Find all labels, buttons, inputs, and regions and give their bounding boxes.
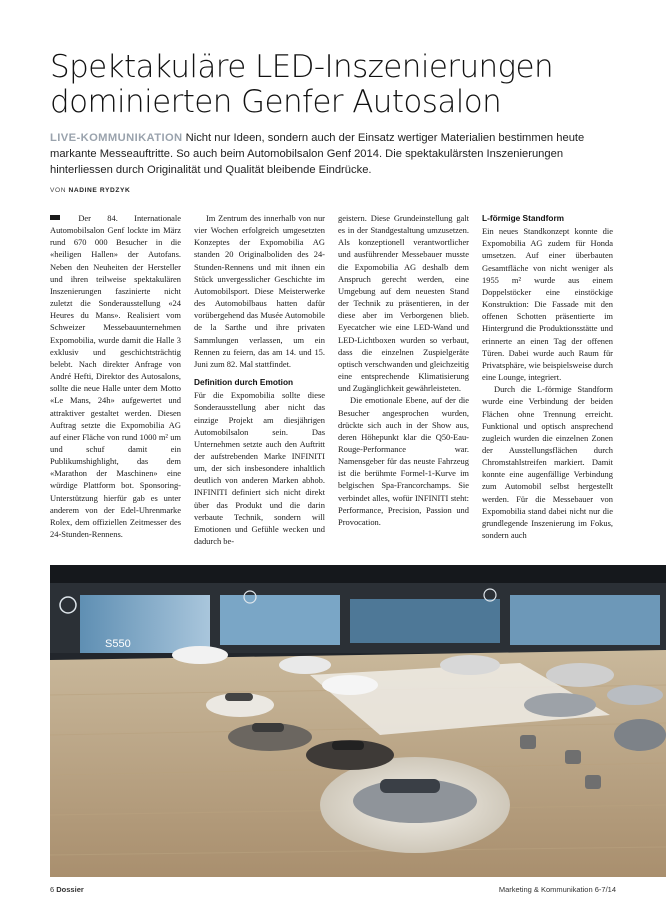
- paragraph: Ein neues Standkonzept konnte die Expomobilia AG zudem für Honda umsetzen. Auf einer überbauten Gesamtfläche von nicht weniger als 1955 m² wurde aus einem Doppelstöcker eine einstöckige Konstruktion: Die Fassade mit den offenen Schotten präsentierte im Hintergrund die Produktionsstätte und erinnerte an einen Tag der offenen Türen. Dabei wurde auch Raum für Privatsphäre, wie beispielsweise durch eine Lounge, integriert.: [482, 226, 613, 383]
- headline-line-1: Spektakuläre LED-Inszenierungen: [50, 49, 554, 85]
- car: [614, 719, 666, 751]
- car: [353, 779, 477, 823]
- publication-name: Marketing & Kommunikation 6-7/14: [498, 885, 616, 894]
- byline-author: NADINE RYDZYK: [68, 187, 131, 194]
- led-screen: [510, 595, 660, 645]
- car: [607, 685, 663, 705]
- article-column-3: [338, 212, 469, 528]
- led-screen: [80, 595, 210, 653]
- led-screen: [350, 599, 500, 643]
- paragraph: Im Zentrum des innerhalb von nur vier Wochen erfolgreich umgesetzten Konzeptes der Expomobilia AG standen 20 Originalboliden des 24-Stunden-Rennens und mit ihnen ein Stück unvergesslicher Geschichte im Automobilsport. Diese Meisterwerke des Automobilbaus hatten dafür vorübergehend das Musée Automobile de la Sarthe und ihre privaten Sammlungen verlassen, um ein Rennen zu feiern, das am 14. und 15. Juni zum 82. Mal stattfindet.: [194, 213, 325, 369]
- article-column-2: [194, 212, 325, 547]
- page-footer-left: [50, 885, 84, 894]
- car: [279, 656, 331, 674]
- car: [206, 693, 274, 717]
- subheading-l-foermige-standform: L-förmige Standform: [482, 213, 565, 223]
- car: [306, 740, 394, 770]
- car: [228, 723, 312, 751]
- lead-text: Nicht nur Ideen, sondern auch der Einsatz wertiger Materialien bestimmen heute markante Messeauftritte. So auch beim Automobilsalon Genf 2014. Die spektakulärsten Inszenierungen hinterliessen durch Originalität und Qualität bleibende Eindrücke.: [50, 132, 585, 176]
- headline: [50, 50, 650, 120]
- screen-label: S550: [105, 638, 131, 650]
- car: [524, 693, 596, 717]
- headline-line-2: dominierten Genfer Autosalon: [50, 84, 502, 120]
- lead-kicker: LIVE-KOMMUNIKATION: [50, 132, 183, 144]
- section-name: Dossier: [56, 885, 84, 894]
- paragraph: [50, 212, 181, 540]
- car: [322, 675, 378, 695]
- paragraph: geistern. Diese Grundeinstellung galt es in der Standgestaltung umzusetzen. Als konzeptionell verantwortlicher und ausführender Messebauer musste die Expomobilia AG deshalb dem Anspruch gerecht werden, eine Umgebung auf dem neuesten Stand der Technik zu präsentieren, in der diese aber im Verborgenen blieb. Eyecatcher wie eine LED-Wand und LED-Lichtboxen wurden so verbaut, dass die einzelnen Zuspielgeräte optisch verschwanden und gleichzeitig eine entsprechende Klimatisierung und Zugänglichkeit gewährleisteten.: [338, 213, 469, 394]
- subheading-definition-durch-emotion: Definition durch Emotion: [194, 377, 294, 388]
- exhibition-photo: [50, 565, 666, 877]
- article-column-4: [482, 212, 613, 541]
- paragraph: Die emotionale Ebene, auf der die Besucher angesprochen wurden, drückte sich auch in der Show aus, deren Höhepunkt klar die Q50-Eau-Rouge-Performance war. Namensgeber für das neuste Fahrzeug ist die berühmte Formel-1-Kurve im belgischen Spa-Francorchamps. Sie verbindet alles, wofür INFINITI steht: Performance, Precision, Passion und Provocation.: [338, 395, 469, 527]
- car: [172, 646, 228, 664]
- byline: [50, 187, 130, 194]
- car: [440, 655, 500, 675]
- led-screen: [220, 595, 340, 645]
- paragraph-text: Der 84. Internationale Automobilsalon Genf lockte im März rund 670 000 Besucher in die «heiligen Hallen» der Autofans. Neben den Neuheiten der Hersteller und ihren teilweise spektakulären Inszenierungen faszinierte nicht zuletzt die Sonderausstellung «24 Heures du Mans». Realisiert vom Schweizer Messebauunternehmen Expomobilia, wurde damit die Halle 3 exklusiv und geschichtsträchtig belebt. Nach direkter Anfrage von André Hefti, Direktor des Autosalons, sollte die neue Halle unter dem Motto «Le Mans, 24h» aufgewertet und attraktiver gestaltet werden. Diesen Auftrag setzte die Expomobilia AG auf einer Fläche von rund 1000 m² um und schuf damit ein Publikumshighlight, das dem «Marathon der Maschinen» eine würdige Plattform bot. Sponsoring-Unterstützung hierfür gab es unter anderem von der Edel-Uhrenmarke Rolex, dem offiziellen Zeitmesser des 24-Stunden-Rennens.: [50, 213, 182, 540]
- byline-prefix: VON: [50, 187, 69, 194]
- article-column-1: [50, 212, 181, 540]
- lead-paragraph: [50, 130, 620, 178]
- section-start-marker: [50, 215, 60, 220]
- paragraph: Für die Expomobilia sollte diese Sonderausstellung aber nicht das einzige Projekt am diesjährigen Automobilsalon sein. Das Unternehmen setzte auch den Auftritt der aufstrebenden Marke INFINITI um, der sich insbesondere inhaltlich deutlich von anderen Marken abhob. INFINITI definiert sich nicht direkt über das Produkt und die darin verbaute Technik, sondern will Emotionen und Gefühle wecken und dadurch be-: [194, 390, 325, 547]
- auto-show-stand-illustration: [50, 565, 666, 877]
- page-number: 6: [50, 885, 55, 894]
- paragraph: Durch die L-förmige Standform wurde eine Verbindung der beiden Flächen ohne Trennung erreicht. Funktional und optisch ansprechend zugleich wurden die einzelnen Zonen der Ausstellungsflächen durch Chromstahlstreifen markiert. Damit konnte eine augenfällige Verbindung zum Automobil selbst hergestellt werden. Für die Messebauer von Expomobilia stand dabei nicht nur die grundlegende Inszenierung im Fokus, sondern auch: [482, 384, 613, 541]
- car: [546, 663, 614, 687]
